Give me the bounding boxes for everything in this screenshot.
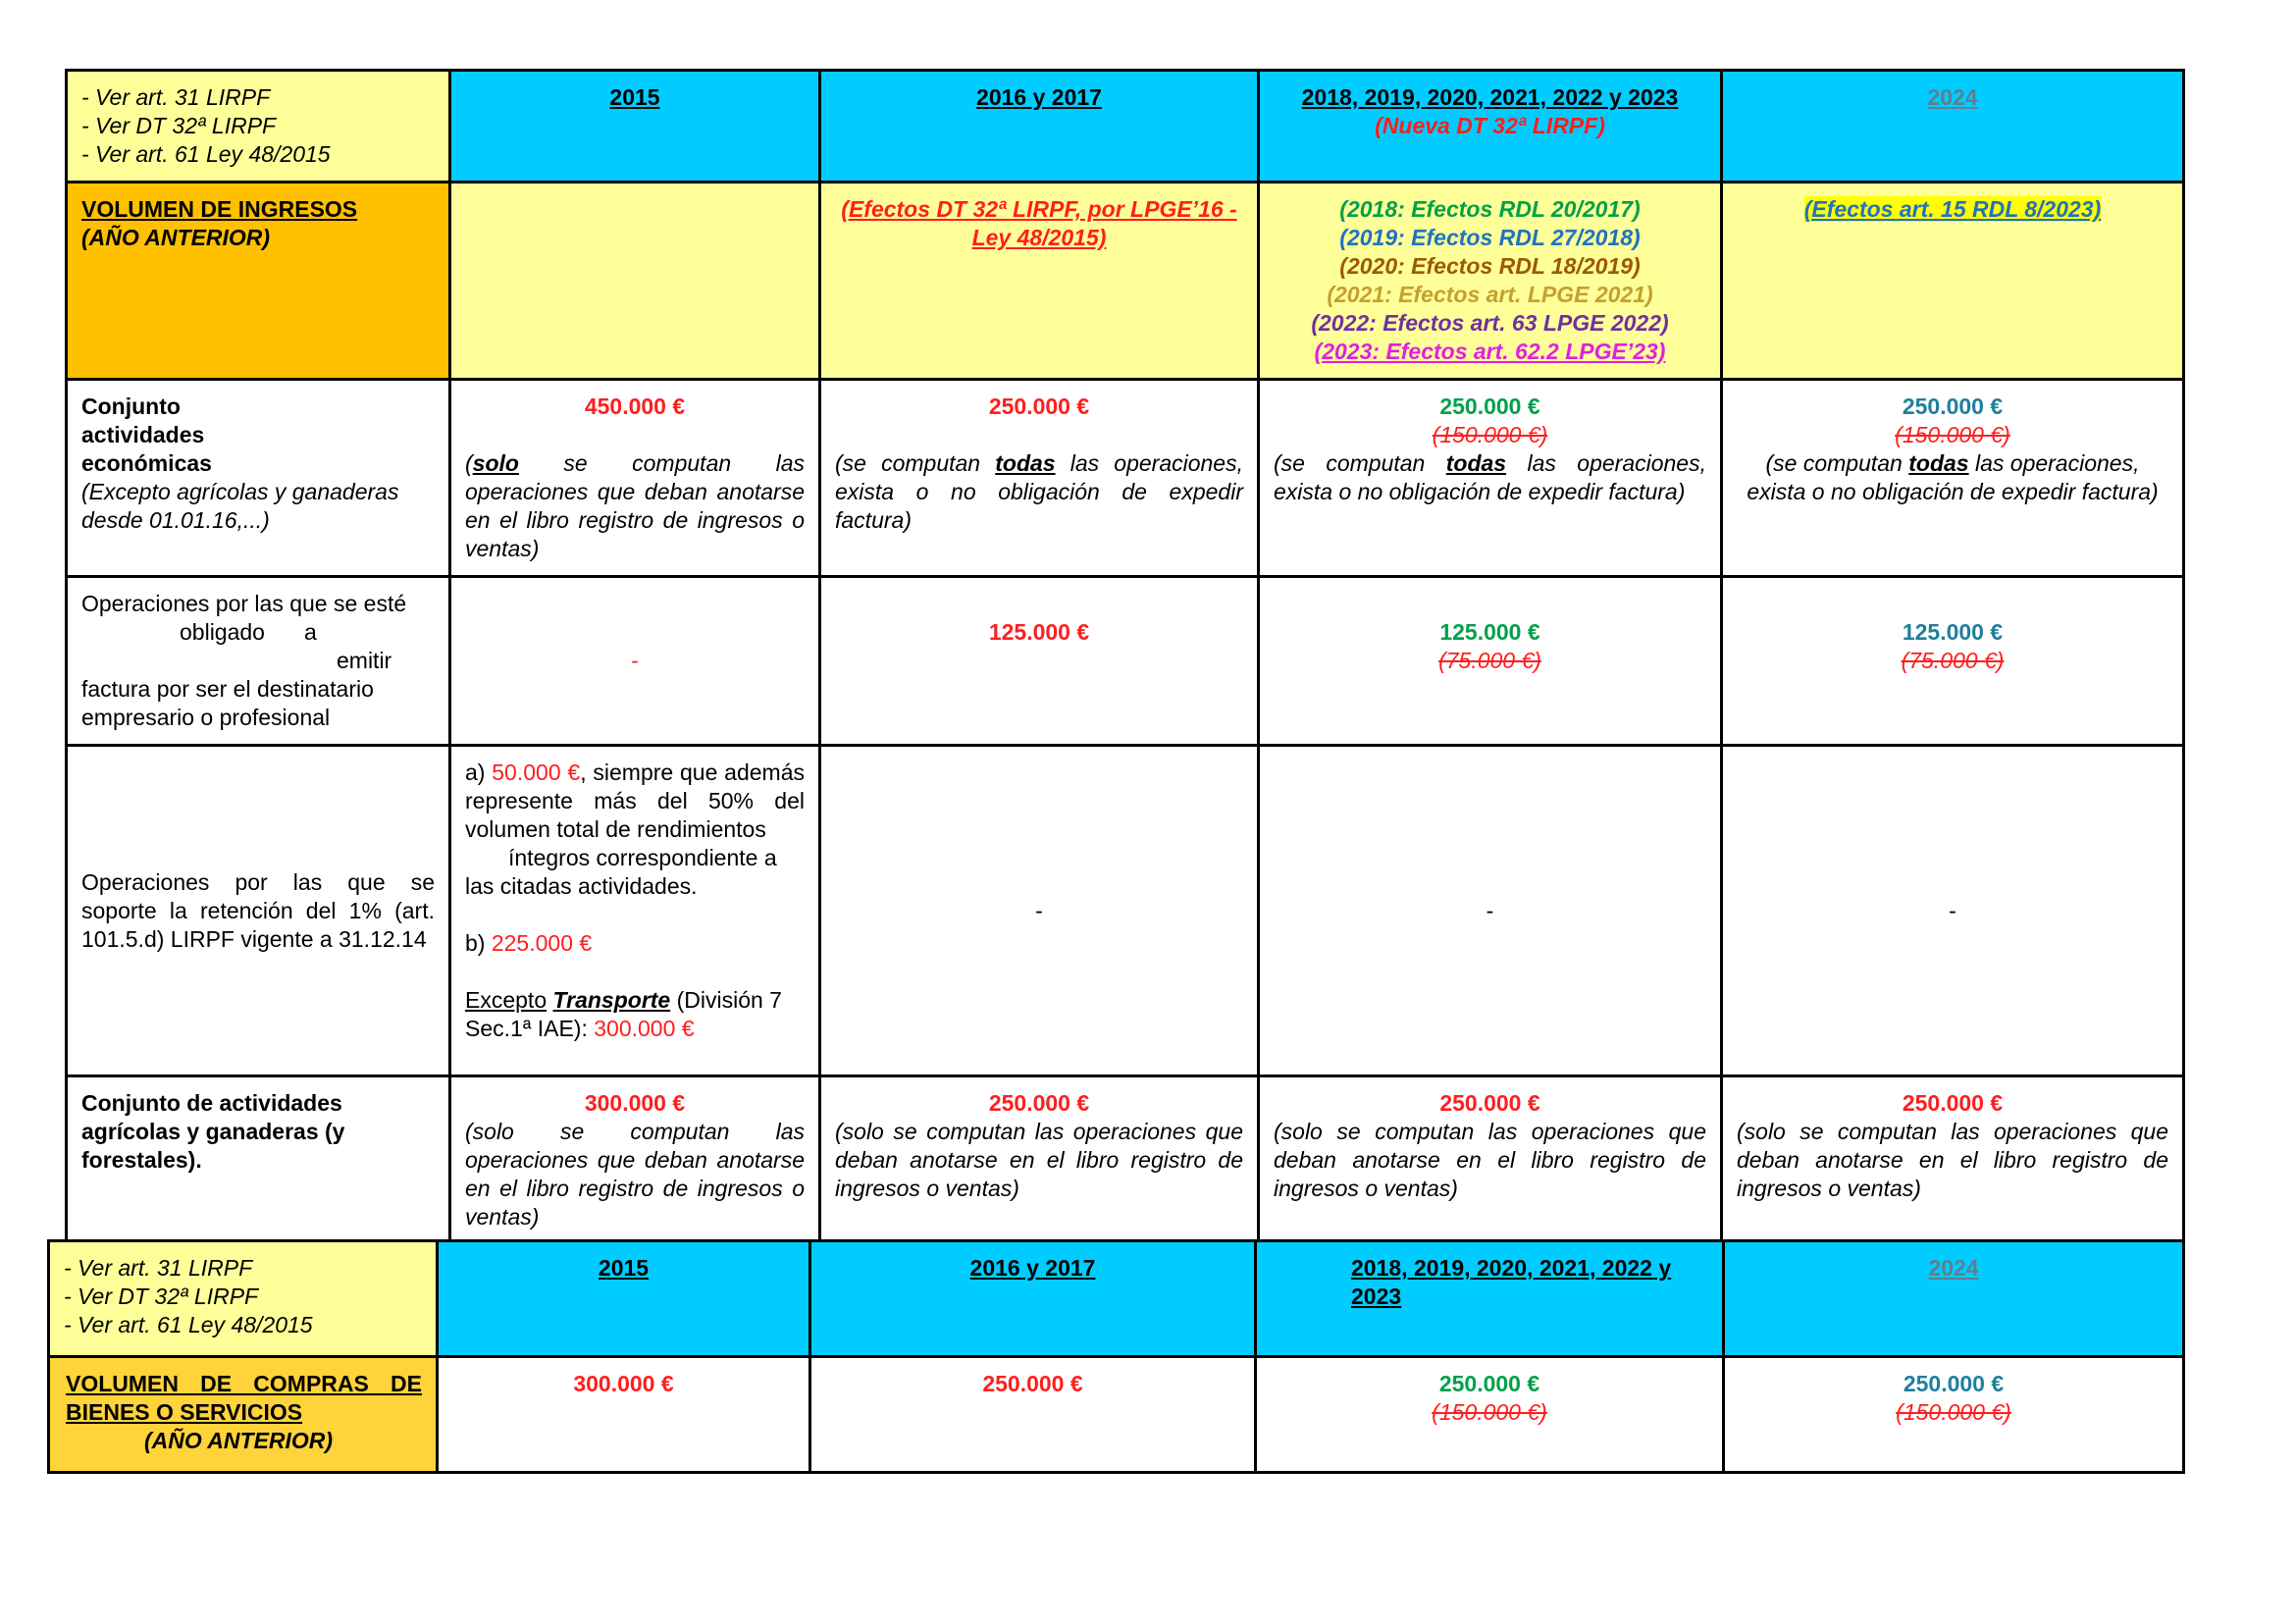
conjunto-2016: 250.000 € (se computan todas las operaciones, exista o no obligación de expedir factura) [820, 380, 1259, 577]
compras-references-cell: - Ver art. 31 LIRPF - Ver DT 32ª LIRPF - Ver art. 61 Ley 48/2015 [49, 1241, 438, 1357]
factura-row [67, 577, 2184, 746]
header-2016-2017: 2016 y 2017 [820, 71, 1259, 183]
header-2015: 2015 [450, 71, 820, 183]
compras-subtitle: (AÑO ANTERIOR) [144, 1428, 334, 1453]
volumen-title: VOLUMEN DE INGRESOS [81, 196, 358, 222]
factura-2015: - [450, 577, 820, 746]
factura-label: Operaciones por las que se esté obligado a emitir factura por ser el destinatario empresario o profesional [67, 577, 450, 746]
agricolas-row [67, 1076, 2184, 1245]
header-2018-subtitle: (Nueva DT 32ª LIRPF) [1375, 113, 1605, 138]
factura-2016: 125.000 € [820, 577, 1259, 746]
compras-table [47, 1239, 2185, 1474]
agricolas-2016: 250.000 € (solo se computan las operaciones que deban anotarse en el libro registro de ingresos o ventas) [820, 1076, 1259, 1245]
retencion-row [67, 746, 2184, 1076]
compras-header-2018-2023: 2018, 2019, 2020, 2021, 2022 y 2023 [1256, 1241, 1724, 1357]
header-2024: 2024 [1722, 71, 2184, 183]
compras-header-2016-2017: 2016 y 2017 [810, 1241, 1256, 1357]
conjunto-2015: 450.000 € (solo se computan las operaciones que deban anotarse en el libro registro de ingresos o ventas) [450, 380, 820, 577]
ref-dt-32: - Ver DT 32ª LIRPF [81, 113, 277, 138]
conjunto-label: Conjunto actividades económicas (Excepto agrícolas y ganaderas desde 01.01.16,...) [67, 380, 450, 577]
factura-2024: 125.000 € (75.000 €) [1722, 577, 2184, 746]
conjunto-2024: 250.000 € (150.000 €) (se computan todas las operaciones, exista o no obligación de expedir factura) [1722, 380, 2184, 577]
volumen-subtitle: (AÑO ANTERIOR) [81, 225, 271, 250]
compras-title: VOLUMEN DE COMPRAS DE BIENES O SERVICIOS [66, 1371, 422, 1425]
compras-2015: 300.000 € [438, 1357, 810, 1473]
compras-header-2024: 2024 [1724, 1241, 2184, 1357]
header-row [67, 71, 2184, 183]
compras-2024: 250.000 € (150.000 €) [1724, 1357, 2184, 1473]
conjunto-2018: 250.000 € (150.000 €) (se computan todas las operaciones, exista o no obligación de expedir factura) [1259, 380, 1722, 577]
retencion-2016: - [820, 746, 1259, 1076]
retencion-2018: - [1259, 746, 1722, 1076]
ingresos-table [65, 69, 2185, 1246]
compras-title-cell [49, 1357, 438, 1473]
factura-2018: 125.000 € (75.000 €) [1259, 577, 1722, 746]
agricolas-label: Conjunto de actividades agrícolas y ganaderas (y forestales). [67, 1076, 450, 1245]
retencion-label: Operaciones por las que se soporte la retención del 1% (art. 101.5.d) LIRPF vigente a 31.12.14 [67, 746, 450, 1076]
retencion-2024: - [1722, 746, 2184, 1076]
ref-art-61: - Ver art. 61 Ley 48/2015 [81, 141, 331, 167]
volumen-2024-note: (Efectos art. 15 RDL 8/2023) [1722, 183, 2184, 380]
compras-2018: 250.000 € (150.000 €) [1256, 1357, 1724, 1473]
ref-art-31: - Ver art. 31 LIRPF [81, 84, 271, 110]
agricolas-2015: 300.000 € (solo se computan las operaciones que deban anotarse en el libro registro de ingresos o ventas) [450, 1076, 820, 1245]
agricolas-2018: 250.000 € (solo se computan las operaciones que deban anotarse en el libro registro de ingresos o ventas) [1259, 1076, 1722, 1245]
conjunto-row [67, 380, 2184, 577]
compras-row [49, 1357, 2184, 1473]
compras-header-row [49, 1241, 2184, 1357]
compras-2016: 250.000 € [810, 1357, 1256, 1473]
agricolas-2024: 250.000 € (solo se computan las operaciones que deban anotarse en el libro registro de ingresos o ventas) [1722, 1076, 2184, 1245]
header-2018-2023: 2018, 2019, 2020, 2021, 2022 y 2023 (Nueva DT 32ª LIRPF) [1259, 71, 1722, 183]
compras-header-2015: 2015 [438, 1241, 810, 1357]
retencion-2015: a) 50.000 €, siempre que además represente más del 50% del volumen total de rendimientos íntegros correspondiente a las citadas actividades. b) 225.000 € Excepto Transporte (División 7 Sec.1ª IAE): 300.000 € [450, 746, 820, 1076]
references-cell [67, 71, 450, 183]
volumen-2015 [450, 183, 820, 380]
volumen-2018-notes: (2018: Efectos RDL 20/2017) (2019: Efectos RDL 27/2018) (2020: Efectos RDL 18/2019) (2021: Efectos art. LPGE 2021) (2022: Efectos art. 63 LPGE 2022) (2023: Efectos art. 62.2 LPGE’23) [1259, 183, 1722, 380]
volumen-2016-note: (Efectos DT 32ª LIRPF, por LPGE’16 - Ley 48/2015) [820, 183, 1259, 380]
volumen-row [67, 183, 2184, 380]
volumen-title-cell [67, 183, 450, 380]
